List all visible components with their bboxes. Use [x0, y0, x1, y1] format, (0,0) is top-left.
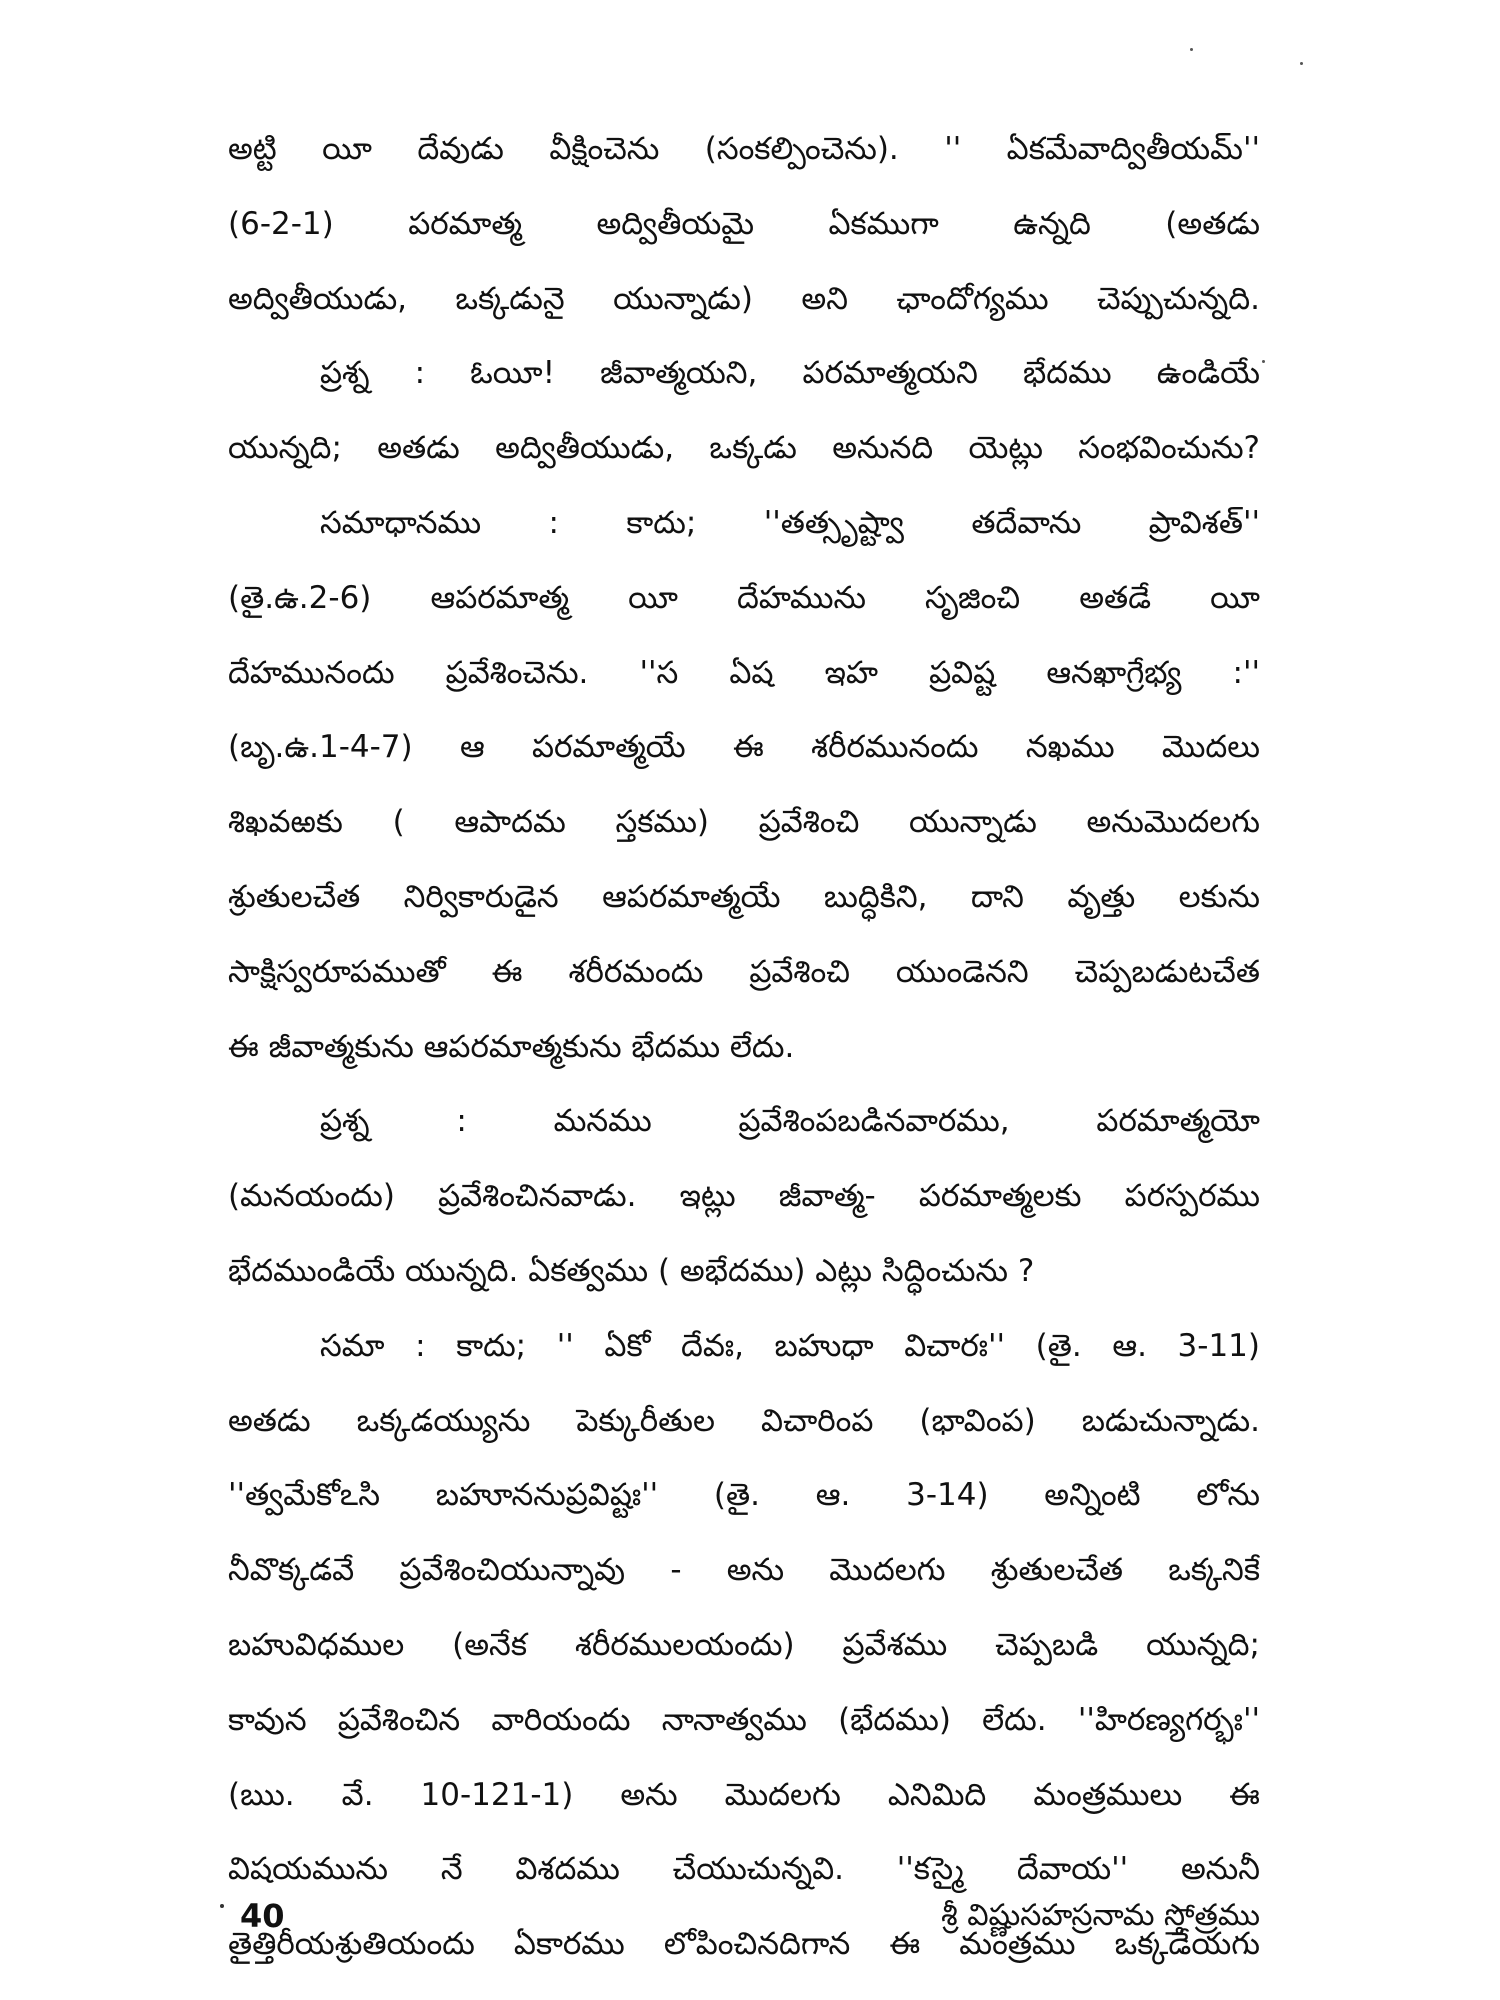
text-line: ప్రశ్న : మనము ప్రవేశింపబడినవారము, పరమాత్మయో — [320, 1103, 1260, 1140]
text-line: సమా : కాదు; '' ఏకో దేవః, బహుధా విచారః'' (తై. ఆ. 3-11) — [320, 1327, 1260, 1364]
text-line: సాక్షిస్వరూపముతో ఈ శరీరమందు ప్రవేశించి యుండెనని చెప్పబడుటచేత — [228, 953, 1260, 990]
page-footer — [228, 1888, 1260, 1944]
text-line: (తై.ఉ.2-6) ఆపరమాత్మ యీ దేహమును సృజించి అతడే యీ — [228, 579, 1260, 616]
book-title: శ్రీ విష్ణుసహస్రనామ స్తోత్రము — [941, 1898, 1260, 1933]
body-text — [228, 112, 1260, 1982]
text-line: శిఖవఱకు ( ఆపాదమ స్తకము) ప్రవేశించి యున్నాడు అనుమొదలగు — [228, 804, 1260, 841]
text-line: సమాధానము : కాదు; ''తత్సృష్ట్వా తదేవాను ప్రావిశత్'' — [320, 504, 1260, 541]
scan-speck — [1190, 48, 1193, 51]
text-line: ప్రశ్న : ఓయీ! జీవాత్మయని, పరమాత్మయని భేదము ఉండియే — [320, 355, 1260, 392]
text-line: విషయమును నే విశదము చేయుచున్నవి. ''కస్మై దేవాయ'' అనునీ — [228, 1851, 1260, 1888]
text-line: ఈ జీవాత్మకును ఆపరమాత్మకును భేదము లేదు. — [228, 1028, 795, 1065]
text-line: (బృ.ఉ.1-4-7) ఆ పరమాత్మయే ఈ శరీరమునందు నఖము మొదలు — [228, 729, 1260, 766]
text-line: (6-2-1) పరమాత్మ అద్వితీయమై ఏకముగా ఉన్నది (అతడు — [228, 205, 1260, 242]
text-line: దేహమునందు ప్రవేశించెను. ''స ఏష ఇహ ప్రవిష్ట ఆనఖాగ్రేభ్య :'' — [228, 654, 1260, 691]
text-line: (మనయందు) ప్రవేశించినవాడు. ఇట్లు జీవాత్మ- పరమాత్మలకు పరస్పరము — [228, 1178, 1260, 1215]
text-line: అద్వితీయుడు, ఒక్కడునై యున్నాడు) అని ఛాందోగ్యము చెప్పుచున్నది. — [228, 280, 1260, 317]
text-line: శ్రుతులచేత నిర్వికారుడైన ఆపరమాత్మయే బుద్ధికిని, దాని వృత్తు లకును — [228, 878, 1260, 915]
text-line: అట్టి యీ దేవుడు వీక్షించెను (సంకల్పించెను). '' ఏకమేవాద్వితీయమ్'' — [228, 131, 1260, 167]
text-line: భేదముండియే యున్నది. ఏకత్వము ( అభేదము) ఎట్లు సిద్ధించును ? — [228, 1252, 1035, 1289]
scan-speck — [1300, 62, 1303, 65]
scan-speck — [1262, 360, 1265, 363]
text-line: యున్నది; అతడు అద్వితీయుడు, ఒక్కడు అనునది యెట్లు సంభవించును? — [228, 430, 1260, 467]
text-line: ''త్వమేకోఽసి బహూననుప్రవిష్టః'' (తై. ఆ. 3-14) అన్నింటి లోను — [228, 1477, 1260, 1514]
scan-speck — [220, 1904, 224, 1908]
text-line: బహువిధముల (అనేక శరీరములయందు) ప్రవేశము చెప్పబడి యున్నది; — [228, 1626, 1260, 1663]
text-line: నీవొక్కడవే ప్రవేశించియున్నావు - అను మొదలగు శ్రుతులచేత ఒక్కనికే — [228, 1552, 1260, 1589]
text-line: తైత్తిరీయశ్రుతియందు ఏకారము లోపించినదిగాన ఈ మంత్రము ఒక్కడేయగు — [228, 1926, 1260, 1963]
text-line: అతడు ఒక్కడయ్యును పెక్కురీతుల విచారింప (భావింప) బడుచున్నాడు. — [228, 1402, 1260, 1439]
page-number: 40 — [240, 1897, 285, 1935]
text-line: కావున ప్రవేశించిన వారియందు నానాత్వము (భేదము) లేదు. ''హిరణ్యగర్భః'' — [228, 1701, 1260, 1738]
text-line: (ఋ. వే. 10-121-1) అను మొదలగు ఎనిమిది మంత్రములు ఈ — [228, 1776, 1260, 1813]
